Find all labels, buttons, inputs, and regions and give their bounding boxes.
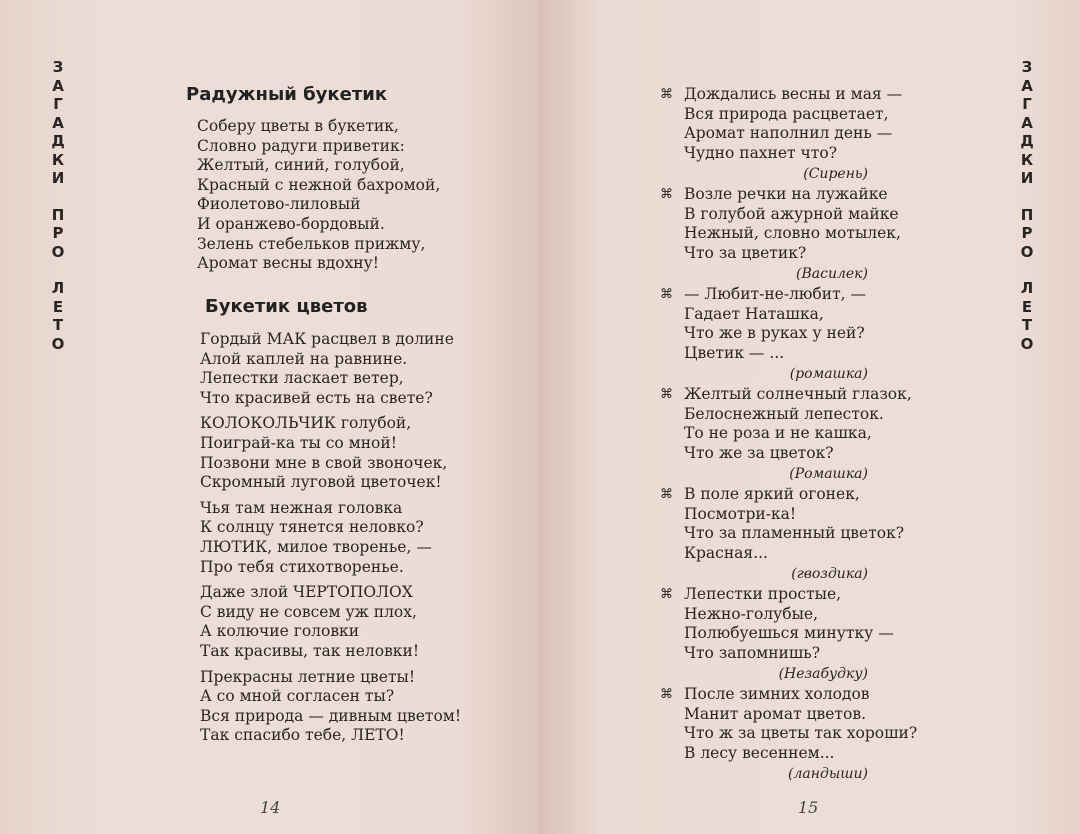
riddle-line: То не роза и не кашка, bbox=[684, 424, 872, 443]
poem-line: Соберу цветы в букетик, bbox=[197, 117, 399, 135]
running-head-letter: Т bbox=[1021, 316, 1033, 334]
poem-line: Желтый, синий, голубой, bbox=[197, 156, 405, 175]
running-head-letter: О bbox=[1020, 242, 1034, 261]
poem-line: Скромный луговой цветочек! bbox=[200, 473, 442, 492]
riddle-line: Что за цветик? bbox=[684, 243, 807, 262]
riddle-text bbox=[684, 285, 880, 363]
running-head-letter: Л bbox=[1020, 279, 1034, 297]
riddle-text bbox=[684, 85, 903, 163]
running-head-letter: Е bbox=[52, 297, 64, 316]
poem-line: А колючие головки bbox=[200, 622, 360, 641]
running-head-letter: К bbox=[51, 150, 65, 169]
poem-line: КОЛОКОЛЬЧИК голубой, bbox=[200, 414, 412, 433]
riddle-line: Что за пламенный цветок? bbox=[684, 524, 905, 543]
running-head-letter: И bbox=[51, 169, 65, 187]
riddle-answer: (Ромашка) bbox=[789, 466, 868, 483]
riddle-line: Что же в руках у ней? bbox=[684, 324, 865, 343]
riddle-answer: (ромашка) bbox=[789, 366, 868, 383]
bullet-icon: ⌘ bbox=[660, 187, 673, 202]
riddle-text bbox=[684, 485, 905, 563]
poem-line: Даже злой ЧЕРТОПОЛОХ bbox=[200, 583, 413, 602]
poem-body bbox=[200, 330, 461, 752]
riddle-line: Дождались весны и мая — bbox=[684, 85, 903, 103]
bullet-icon: ⌘ bbox=[660, 387, 673, 402]
riddle-line: Вся природа расцветает, bbox=[684, 104, 889, 123]
riddle bbox=[660, 85, 903, 185]
riddle-answer: (Сирень) bbox=[803, 166, 868, 183]
riddle bbox=[660, 685, 918, 785]
poem-body bbox=[197, 117, 440, 274]
riddle-answer: (гвоздика) bbox=[791, 566, 868, 583]
riddle-line: В лесу весеннем... bbox=[684, 743, 835, 762]
running-head-letter: Т bbox=[52, 316, 64, 334]
poem-title: Букетик цветов bbox=[205, 296, 368, 317]
page-number: 14 bbox=[260, 798, 281, 817]
poem-line: Так красивы, так неловки! bbox=[200, 641, 420, 660]
stanza bbox=[200, 668, 461, 746]
running-head-letter: З bbox=[1021, 58, 1033, 76]
riddle bbox=[660, 285, 880, 385]
poem-title: Радужный букетик bbox=[186, 84, 388, 105]
riddle-line: Что запомнишь? bbox=[684, 643, 821, 662]
poem-line: Поиграй-ка ты со мной! bbox=[200, 433, 397, 452]
running-head-letter: Д bbox=[51, 132, 65, 150]
running-head-letter: Г bbox=[1022, 95, 1032, 113]
poem-line: Чья там нежная головка bbox=[200, 498, 403, 517]
riddle-line: Нежно-голубые, bbox=[684, 604, 819, 623]
poem-line: Так спасибо тебе, ЛЕТО! bbox=[200, 726, 405, 745]
running-head-letter: Е bbox=[1021, 297, 1033, 316]
running-head-letter: А bbox=[52, 113, 64, 132]
running-head-letter: О bbox=[1020, 334, 1034, 353]
running-head-letter: И bbox=[1020, 169, 1034, 187]
poem-line: Зелень стебельков прижму, bbox=[197, 234, 426, 253]
riddle-line: — Любит-не-любит, — bbox=[684, 285, 867, 303]
bullet-icon: ⌘ bbox=[660, 87, 673, 102]
poem-line: Что красивей есть на свете? bbox=[200, 388, 433, 407]
running-head-letter: А bbox=[1021, 76, 1033, 95]
riddle bbox=[660, 485, 905, 585]
page-number: 15 bbox=[798, 798, 819, 817]
poem-line: ЛЮТИК, милое творенье, — bbox=[200, 537, 432, 556]
running-head-vertical bbox=[48, 58, 68, 353]
riddle bbox=[660, 185, 901, 285]
poem-line: Словно радуги приветик: bbox=[197, 136, 405, 155]
riddle-line: После зимних холодов bbox=[684, 685, 870, 703]
riddle-line: Лепестки простые, bbox=[684, 585, 842, 603]
riddle-line: Что же за цветок? bbox=[684, 443, 834, 462]
running-head-letter: О bbox=[51, 242, 65, 261]
riddle-line: Нежный, словно мотылек, bbox=[684, 224, 901, 243]
running-head-letter: Р bbox=[1021, 224, 1033, 242]
bullet-icon: ⌘ bbox=[660, 487, 673, 502]
riddle-answer: (Василек) bbox=[796, 266, 868, 283]
riddle-text bbox=[684, 685, 918, 763]
poem-line: Лепестки ласкает ветер, bbox=[200, 369, 404, 388]
running-head-letter: А bbox=[52, 76, 64, 95]
running-head-letter: П bbox=[1020, 205, 1034, 224]
riddle-line: Чудно пахнет что? bbox=[684, 143, 838, 162]
running-head-letter: К bbox=[1020, 150, 1034, 169]
running-head-letter: О bbox=[51, 334, 65, 353]
riddle-line: В голубой ажурной майке bbox=[684, 204, 899, 223]
bullet-icon: ⌘ bbox=[660, 587, 673, 602]
left-page bbox=[0, 0, 538, 834]
running-head-letter: Л bbox=[51, 279, 65, 297]
poem-line: И оранжево-бордовый. bbox=[197, 214, 385, 233]
riddle-line: Полюбуешься минутку — bbox=[684, 624, 894, 643]
bullet-icon: ⌘ bbox=[660, 687, 673, 702]
riddle-line: Аромат наполнил день — bbox=[684, 124, 893, 143]
running-head-letter: Г bbox=[53, 95, 63, 113]
bullet-icon: ⌘ bbox=[660, 287, 673, 302]
poem-line: Позвони мне в свой звоночек, bbox=[200, 453, 448, 472]
running-head-letter: З bbox=[52, 58, 64, 76]
riddle-line: Посмотри-ка! bbox=[684, 504, 797, 523]
poem-line: Про тебя стихотворенье. bbox=[200, 557, 404, 576]
poem-line: Гордый МАК расцвел в долине bbox=[200, 330, 454, 348]
riddle-line: Гадает Наташка, bbox=[684, 304, 824, 323]
riddle-line: Возле речки на лужайке bbox=[684, 185, 888, 203]
poem-line: А со мной согласен ты? bbox=[200, 687, 395, 706]
riddle-answer: (Незабудку) bbox=[778, 666, 868, 683]
running-head-letter: А bbox=[1021, 113, 1033, 132]
running-head-letter: Д bbox=[1020, 132, 1034, 150]
stanza bbox=[200, 583, 461, 661]
stanza bbox=[200, 330, 461, 408]
stanza bbox=[200, 414, 461, 492]
poem-line: Фиолетово-лиловый bbox=[197, 195, 361, 214]
riddle-line: Манит аромат цветов. bbox=[684, 704, 866, 723]
riddle bbox=[660, 585, 894, 685]
riddle bbox=[660, 385, 912, 485]
riddle-text bbox=[684, 585, 894, 663]
poem-line: Алой каплей на равнине. bbox=[200, 349, 408, 368]
riddle-text bbox=[684, 185, 901, 263]
running-head-letter: Р bbox=[52, 224, 64, 242]
riddle-line: Желтый солнечный глазок, bbox=[684, 385, 912, 403]
riddle-line: Красная... bbox=[684, 543, 768, 562]
riddle-line: Белоснежный лепесток. bbox=[684, 404, 884, 423]
poem-line: С виду не совсем уж плох, bbox=[200, 602, 417, 621]
riddle-line: Что ж за цветы так хороши? bbox=[684, 724, 918, 743]
poem-line: К солнцу тянется неловко? bbox=[200, 518, 424, 537]
poem-line: Красный с нежной бахромой, bbox=[197, 175, 441, 194]
riddle-answer: (ландыши) bbox=[788, 766, 868, 783]
poem-line: Вся природа — дивным цветом! bbox=[200, 706, 462, 725]
poem-line: Аромат весны вдохну! bbox=[197, 254, 379, 273]
running-head-vertical bbox=[1017, 58, 1037, 353]
riddle-text bbox=[684, 385, 912, 463]
riddle-line: В поле яркий огонек, bbox=[684, 485, 860, 503]
riddle-line: Цветик — ... bbox=[684, 343, 785, 362]
stanza bbox=[200, 499, 461, 577]
poem-line: Прекрасны летние цветы! bbox=[200, 667, 416, 686]
running-head-letter: П bbox=[51, 205, 65, 224]
